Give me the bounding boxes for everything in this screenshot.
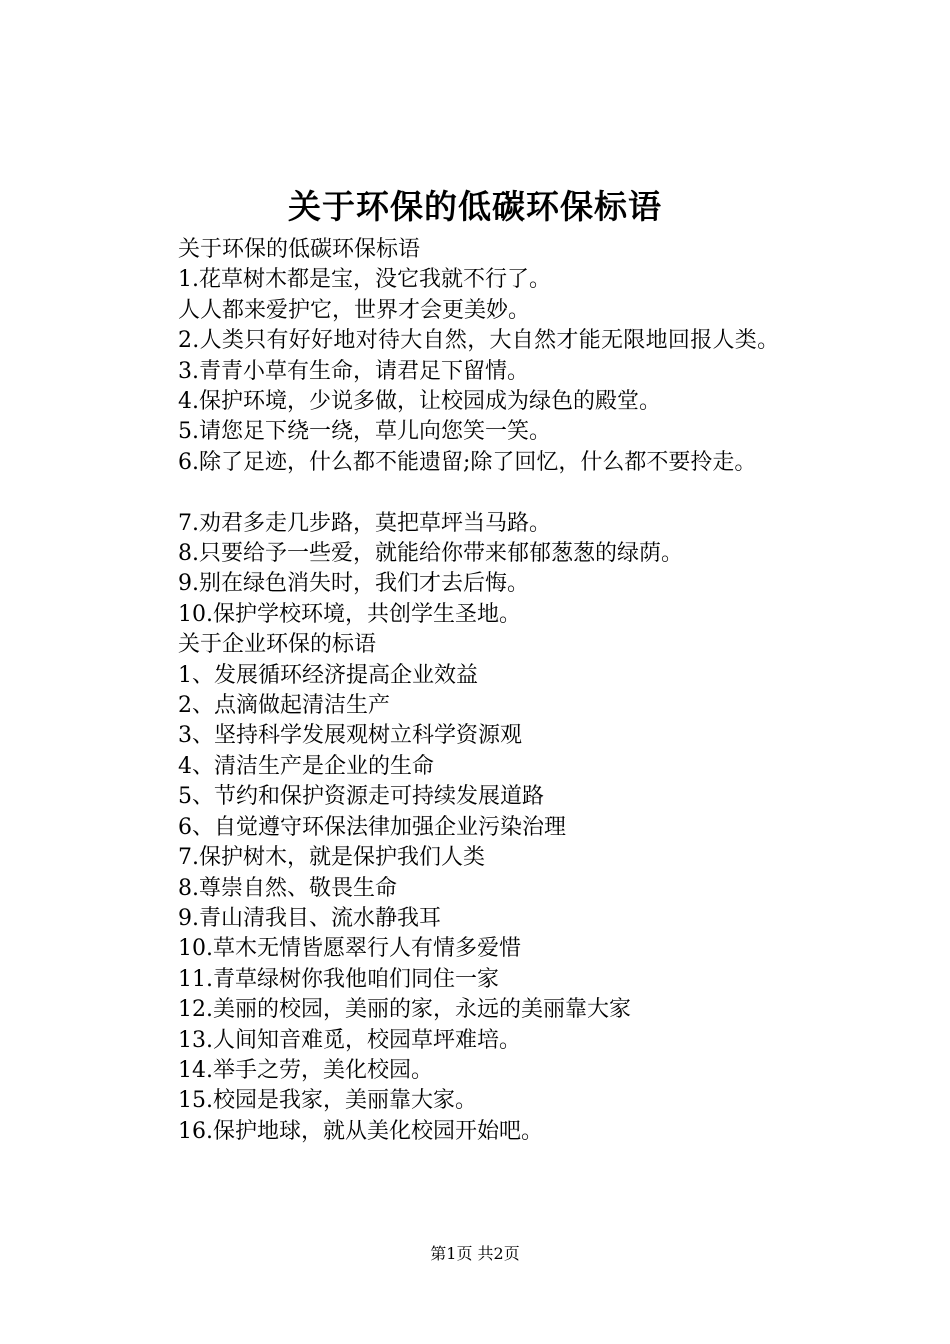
slogan-line: 10.草木无情皆愿翠行人有情多爱惜 bbox=[178, 936, 521, 962]
slogan-line: 8.尊崇自然、敬畏生命 bbox=[178, 875, 397, 901]
slogan-line: 3.青青小草有生命，请君足下留情。 bbox=[178, 358, 529, 384]
slogan-line: 人人都来爱护它，世界才会更美妙。 bbox=[178, 297, 531, 323]
document-body bbox=[128, 235, 848, 1147]
slogan-line: 6.除了足迹，什么都不能遗留;除了回忆，什么都不要拎走。 bbox=[178, 449, 757, 475]
slogan-line: 4.保护环境，少说多做，让校园成为绿色的殿堂。 bbox=[178, 389, 661, 415]
slogan-line: 4、清洁生产是企业的生命 bbox=[178, 753, 434, 779]
slogan-line: 13.人间知音难觅，校园草坪难培。 bbox=[178, 1027, 521, 1053]
slogan-line: 11.青草绿树你我他咱们同住一家 bbox=[178, 966, 499, 992]
slogan-line: 9.别在绿色消失时，我们才去后悔。 bbox=[178, 571, 529, 597]
slogan-line: 6、自觉遵守环保法律加强企业污染治理 bbox=[178, 814, 566, 840]
slogan-line: 1、发展循环经济提高企业效益 bbox=[178, 662, 478, 688]
slogan-line: 9.青山清我目、流水静我耳 bbox=[178, 905, 441, 931]
slogan-line: 14.举手之劳，美化校园。 bbox=[178, 1057, 433, 1083]
slogan-line: 8.只要给予一些爱，就能给你带来郁郁葱葱的绿荫。 bbox=[178, 541, 683, 567]
slogan-line: 5.请您足下绕一绕，草儿向您笑一笑。 bbox=[178, 419, 551, 445]
section-heading: 关于环保的低碳环保标语 bbox=[178, 237, 421, 262]
slogan-line: 5、节约和保护资源走可持续发展道路 bbox=[178, 784, 544, 810]
page-number-footer: 第1页 共2页 bbox=[430, 1244, 520, 1263]
slogan-line: 10.保护学校环境，共创学生圣地。 bbox=[178, 601, 521, 627]
slogan-line: 15.校园是我家，美丽靠大家。 bbox=[178, 1088, 477, 1114]
section-heading: 关于企业环保的标语 bbox=[178, 632, 377, 658]
slogan-line: 12.美丽的校园，美丽的家，永远的美丽靠大家 bbox=[178, 997, 631, 1023]
slogan-line: 16.保护地球，就从美化校园开始吧。 bbox=[178, 1118, 543, 1144]
blank-line bbox=[128, 478, 848, 508]
slogan-line: 2.人类只有好好地对待大自然，大自然才能无限地回报人类。 bbox=[178, 328, 780, 354]
slogan-line: 1.花草树木都是宝，没它我就不行了。 bbox=[178, 267, 551, 293]
document-title: 关于环保的低碳环保标语 bbox=[288, 187, 662, 226]
slogan-line: 7.保护树木，就是保护我们人类 bbox=[178, 845, 485, 871]
slogan-line: 2、点滴做起清洁生产 bbox=[178, 693, 390, 719]
slogan-line: 3、坚持科学发展观树立科学资源观 bbox=[178, 723, 522, 749]
slogan-line: 7.劝君多走几步路，莫把草坪当马路。 bbox=[178, 510, 551, 536]
